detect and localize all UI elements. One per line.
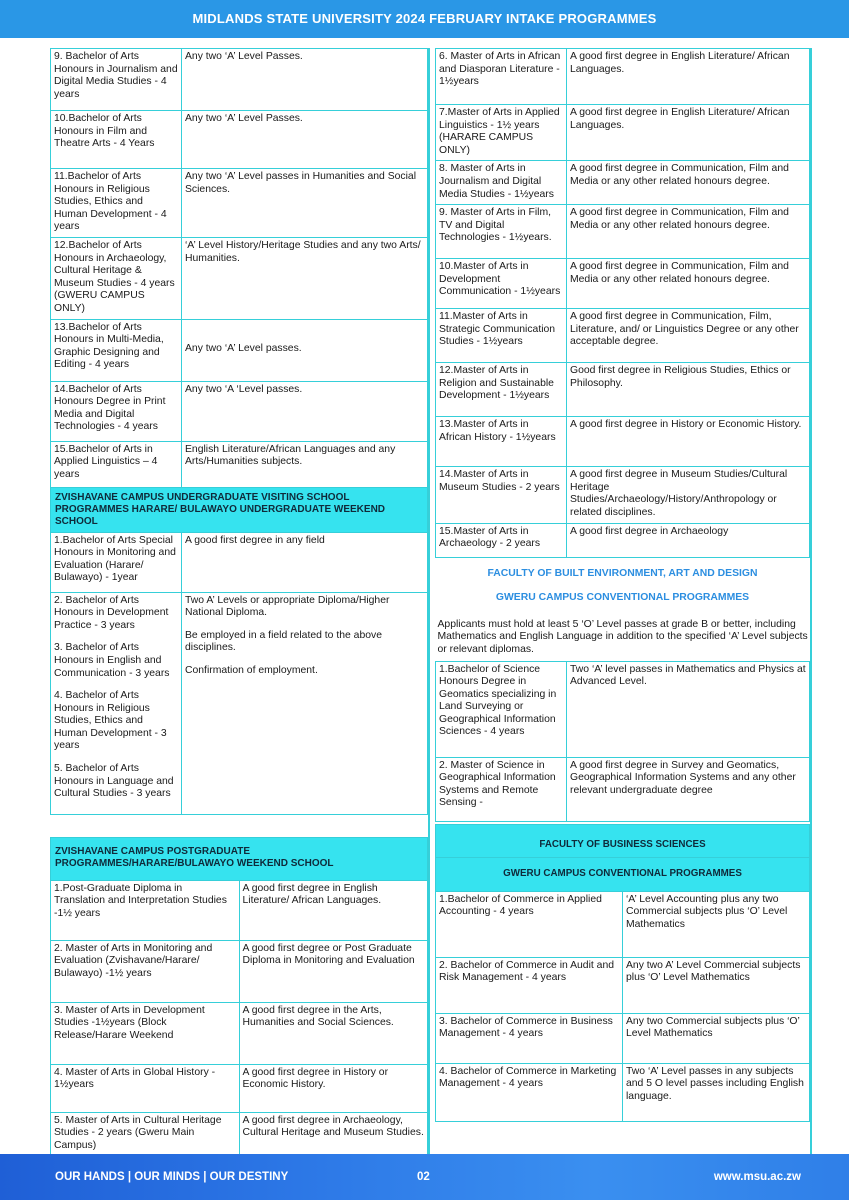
table-row bbox=[436, 417, 810, 467]
requirement-cell: A good first degree in Archaeology bbox=[567, 523, 810, 557]
campus-title: GWERU CAMPUS CONVENTIONAL PROGRAMMES bbox=[495, 592, 750, 604]
programme-cell: 5. Master of Arts in Cultural Heritage Studies - 2 years (Gweru Main Campus) bbox=[51, 1112, 240, 1174]
table-row bbox=[51, 532, 428, 592]
requirement-group-cell bbox=[182, 592, 428, 814]
programme-cell: 3. Bachelor of Commerce in Business Management - 4 years bbox=[436, 1013, 623, 1063]
programme-cell: 14.Bachelor of Arts Honours Degree in Print Media and Digital Technologies - 4 years bbox=[51, 381, 182, 441]
requirement-cell: A good first degree in Communication, Film, Literature, and/ or Linguistics Degree or any other acceptable degree. bbox=[567, 309, 810, 363]
requirement-cell: Any two ‘A ‘Level passes. bbox=[182, 381, 428, 441]
requirement-cell: A good first degree in Archaeology, Cultural Heritage and Museum Studies. bbox=[239, 1112, 428, 1174]
table-row bbox=[436, 891, 810, 957]
requirement-cell: Two ‘A’ Level passes in any subjects and 5 O level passes including English language. bbox=[623, 1063, 810, 1121]
requirement-cell: Any two ‘A’ Level passes. bbox=[182, 319, 428, 381]
requirement-cell: Any two A’ Level Commercial subjects plus ‘O’ Level Mathematics bbox=[623, 957, 810, 1013]
requirement-cell: ‘A’ Level History/Heritage Studies and any two Arts/ Humanities. bbox=[182, 237, 428, 319]
programme-item: 4. Bachelor of Arts Honours in Religious Studies, Ethics and Human Development - 3 years bbox=[54, 690, 167, 752]
table-row bbox=[436, 49, 810, 105]
programme-cell: 2. Bachelor of Commerce in Audit and Risk Management - 4 years bbox=[436, 957, 623, 1013]
requirement-cell: Any two ‘A’ Level passes in Humanities and Social Sciences. bbox=[182, 169, 428, 238]
faculty-row bbox=[436, 824, 810, 858]
undergrad-table bbox=[50, 48, 428, 815]
campus-row bbox=[436, 858, 810, 892]
requirement-cell: Any two ‘A’ Level Passes. bbox=[182, 49, 428, 111]
programme-cell: 1.Post-Graduate Diploma in Translation and Interpretation Studies -1½ years bbox=[51, 880, 240, 940]
table-row bbox=[436, 661, 810, 757]
campus-row bbox=[436, 584, 810, 613]
requirement-cell: A good first degree in Communication, Film and Media or any other related honours degree. bbox=[567, 259, 810, 309]
programme-cell: 1.Bachelor of Science Honours Degree in Geomatics specializing in Land Surveying or Geographical Information Sciences - 4 years bbox=[436, 661, 567, 757]
faculty-row bbox=[436, 557, 810, 584]
requirement-item: Confirmation of employment. bbox=[185, 664, 318, 676]
page-number: 02 bbox=[417, 1171, 430, 1183]
table-row bbox=[51, 880, 428, 940]
requirement-cell: A good first degree in History or Economic History. bbox=[239, 1064, 428, 1112]
programme-cell: 4. Bachelor of Commerce in Marketing Management - 4 years bbox=[436, 1063, 623, 1121]
requirement-cell: Two ‘A’ level passes in Mathematics and Physics at Advanced Level. bbox=[567, 661, 810, 757]
programme-cell: 13.Master of Arts in African History - 1½years bbox=[436, 417, 567, 467]
requirement-cell: A good first degree or Post Graduate Diploma in Monitoring and Evaluation bbox=[239, 940, 428, 1002]
requirement-cell: A good first degree in any field bbox=[182, 532, 428, 592]
postgrad-header: ZVISHAVANE CAMPUS POSTGRADUATE PROGRAMMES/HARARE/BULAWAYO WEEKEND SCHOOL bbox=[51, 837, 428, 880]
requirement-cell: Good first degree in Religious Studies, Ethics or Philosophy. bbox=[567, 363, 810, 417]
programme-cell: 2. Master of Arts in Monitoring and Evaluation (Zvishavane/Harare/ Bulawayo) -1½ years bbox=[51, 940, 240, 1002]
requirement-cell: English Literature/African Languages and any Arts/Humanities subjects. bbox=[182, 441, 428, 487]
programme-group-cell bbox=[51, 592, 182, 814]
programme-cell: 9. Bachelor of Arts Honours in Journalism and Digital Media Studies - 4 years bbox=[51, 49, 182, 111]
business-faculty-title: FACULTY OF BUSINESS SCIENCES bbox=[436, 824, 810, 858]
requirement-cell: A good first degree in English Literature/ African Languages. bbox=[567, 105, 810, 161]
right-column bbox=[435, 48, 810, 1122]
left-column-frame bbox=[428, 48, 430, 1154]
spacer bbox=[50, 815, 428, 837]
left-column bbox=[50, 48, 428, 1175]
table-row bbox=[51, 319, 428, 381]
table-row bbox=[436, 1013, 810, 1063]
table-row bbox=[51, 1064, 428, 1112]
table-row bbox=[436, 757, 810, 821]
programme-cell: 15.Bachelor of Arts in Applied Linguistics – 4 years bbox=[51, 441, 182, 487]
requirement-cell: A good first degree in English Literature/ African Languages. bbox=[239, 880, 428, 940]
requirement-cell: A good first degree in Communication, Film and Media or any other related honours degree. bbox=[567, 161, 810, 205]
table-row bbox=[51, 169, 428, 238]
table-row bbox=[436, 205, 810, 259]
table-row bbox=[436, 309, 810, 363]
programme-cell: 11.Master of Arts in Strategic Communication Studies - 1½years bbox=[436, 309, 567, 363]
programme-item: 2. Bachelor of Arts Honours in Development Practice - 3 years bbox=[54, 594, 169, 631]
masters-table bbox=[435, 48, 810, 822]
table-row bbox=[51, 1002, 428, 1064]
footer-banner bbox=[0, 1154, 849, 1200]
programme-cell: 11.Bachelor of Arts Honours in Religious Studies, Ethics and Human Development - 4 years bbox=[51, 169, 182, 238]
table-row bbox=[436, 957, 810, 1013]
requirement-cell: ‘A’ Level Accounting plus any two Commercial subjects plus ‘O’ Level Mathematics bbox=[623, 891, 810, 957]
requirement-cell: A good first degree in Communication, Film and Media or any other related honours degree. bbox=[567, 205, 810, 259]
programme-cell: 13.Bachelor of Arts Honours in Multi-Media, Graphic Designing and Editing - 4 years bbox=[51, 319, 182, 381]
requirement-cell: A good first degree in English Literature/ African Languages. bbox=[567, 49, 810, 105]
right-column-frame bbox=[810, 48, 812, 1154]
requirement-item: Be employed in a field related to the above disciplines. bbox=[185, 629, 382, 654]
table-row bbox=[51, 592, 428, 814]
postgrad-table bbox=[50, 837, 428, 1175]
table-row bbox=[436, 523, 810, 557]
programme-cell: 6. Master of Arts in African and Diasporan Literature - 1½years bbox=[436, 49, 567, 105]
requirement-cell: Any two Commercial subjects plus ‘O’ Level Mathematics bbox=[623, 1013, 810, 1063]
programme-item: 3. Bachelor of Arts Honours in English and Communication - 3 years bbox=[54, 642, 170, 679]
table-row bbox=[436, 363, 810, 417]
section-header-row bbox=[51, 837, 428, 880]
table-row bbox=[51, 111, 428, 169]
programme-cell: 10.Bachelor of Arts Honours in Film and Theatre Arts - 4 Years bbox=[51, 111, 182, 169]
requirement-item: Two A’ Levels or appropriate Diploma/Higher National Diploma. bbox=[185, 594, 390, 619]
top-banner bbox=[0, 0, 849, 38]
section-header-row bbox=[51, 487, 428, 532]
requirement-cell: A good first degree in Museum Studies/Cultural Heritage Studies/Archaeology/History/Anthropology or related disciplines. bbox=[567, 467, 810, 523]
programme-cell: 4. Master of Arts in Global History - 1½years bbox=[51, 1064, 240, 1112]
programme-cell: 2. Master of Science in Geographical Information Systems and Remote Sensing - bbox=[436, 757, 567, 821]
table-row bbox=[436, 467, 810, 523]
requirement-cell: A good first degree in History or Economic History. bbox=[567, 417, 810, 467]
business-table bbox=[435, 824, 810, 1122]
programme-cell: 7.Master of Arts in Applied Linguistics - 1½ years (HARARE CAMPUS ONLY) bbox=[436, 105, 567, 161]
faculty-title: FACULTY OF BUILT ENVIRONMENT, ART AND DESIGN bbox=[487, 567, 758, 579]
table-row bbox=[436, 161, 810, 205]
requirement-cell: A good first degree in the Arts, Humanities and Social Sciences. bbox=[239, 1002, 428, 1064]
page-title: MIDLANDS STATE UNIVERSITY 2024 FEBRUARY INTAKE PROGRAMMES bbox=[192, 11, 657, 26]
table-row bbox=[51, 940, 428, 1002]
programme-cell: 12.Bachelor of Arts Honours in Archaeology, Cultural Heritage & Museum Studies - 4 years (GWERU CAMPUS ONLY) bbox=[51, 237, 182, 319]
note-row bbox=[436, 613, 810, 661]
programme-cell: 3. Master of Arts in Development Studies -1½years (Block Release/Harare Weekend bbox=[51, 1002, 240, 1064]
table-row bbox=[51, 49, 428, 111]
programme-cell: 10.Master of Arts in Development Communication - 1½years bbox=[436, 259, 567, 309]
programme-cell: 15.Master of Arts in Archaeology - 2 years bbox=[436, 523, 567, 557]
programme-cell: 9. Master of Arts in Film, TV and Digital Technologies - 1½years. bbox=[436, 205, 567, 259]
table-row bbox=[436, 105, 810, 161]
programme-list bbox=[54, 595, 178, 801]
table-row bbox=[51, 441, 428, 487]
admission-note: Applicants must hold at least 5 ‘O’ Level passes at grade B or better, including Mathematics and English Language in addition to the specified ‘A’ Level subjects or relevant diplomas. bbox=[436, 613, 810, 661]
programme-cell: 14.Master of Arts in Museum Studies - 2 years bbox=[436, 467, 567, 523]
table-row bbox=[51, 237, 428, 319]
programme-cell: 8. Master of Arts in Journalism and Digital Media Studies - 1½years bbox=[436, 161, 567, 205]
business-campus-title: GWERU CAMPUS CONVENTIONAL PROGRAMMES bbox=[436, 858, 810, 892]
table-row bbox=[51, 381, 428, 441]
requirement-cell: Any two ‘A’ Level Passes. bbox=[182, 111, 428, 169]
table-row bbox=[436, 1063, 810, 1121]
visiting-school-header: ZVISHAVANE CAMPUS UNDERGRADUATE VISITING SCHOOL PROGRAMMES HARARE/ BULAWAYO UNDERGRADUATE WEEKEND SCHOOL bbox=[51, 487, 428, 532]
website-link[interactable]: www.msu.ac.zw bbox=[713, 1171, 801, 1183]
table-row bbox=[436, 259, 810, 309]
footer-slogan: OUR HANDS | OUR MINDS | OUR DESTINY bbox=[55, 1171, 289, 1183]
programme-cell: 1.Bachelor of Commerce in Applied Accounting - 4 years bbox=[436, 891, 623, 957]
requirement-cell: A good first degree in Survey and Geomatics, Geographical Information Systems and any other relevant undergraduate degree bbox=[567, 757, 810, 821]
programme-cell: 12.Master of Arts in Religion and Sustainable Development - 1½years bbox=[436, 363, 567, 417]
programme-item: 5. Bachelor of Arts Honours in Language and Cultural Studies - 3 years bbox=[54, 763, 174, 800]
requirement-list bbox=[185, 595, 424, 678]
programme-cell: 1.Bachelor of Arts Special Honours in Monitoring and Evaluation (Harare/ Bulawayo) - 1year bbox=[51, 532, 182, 592]
